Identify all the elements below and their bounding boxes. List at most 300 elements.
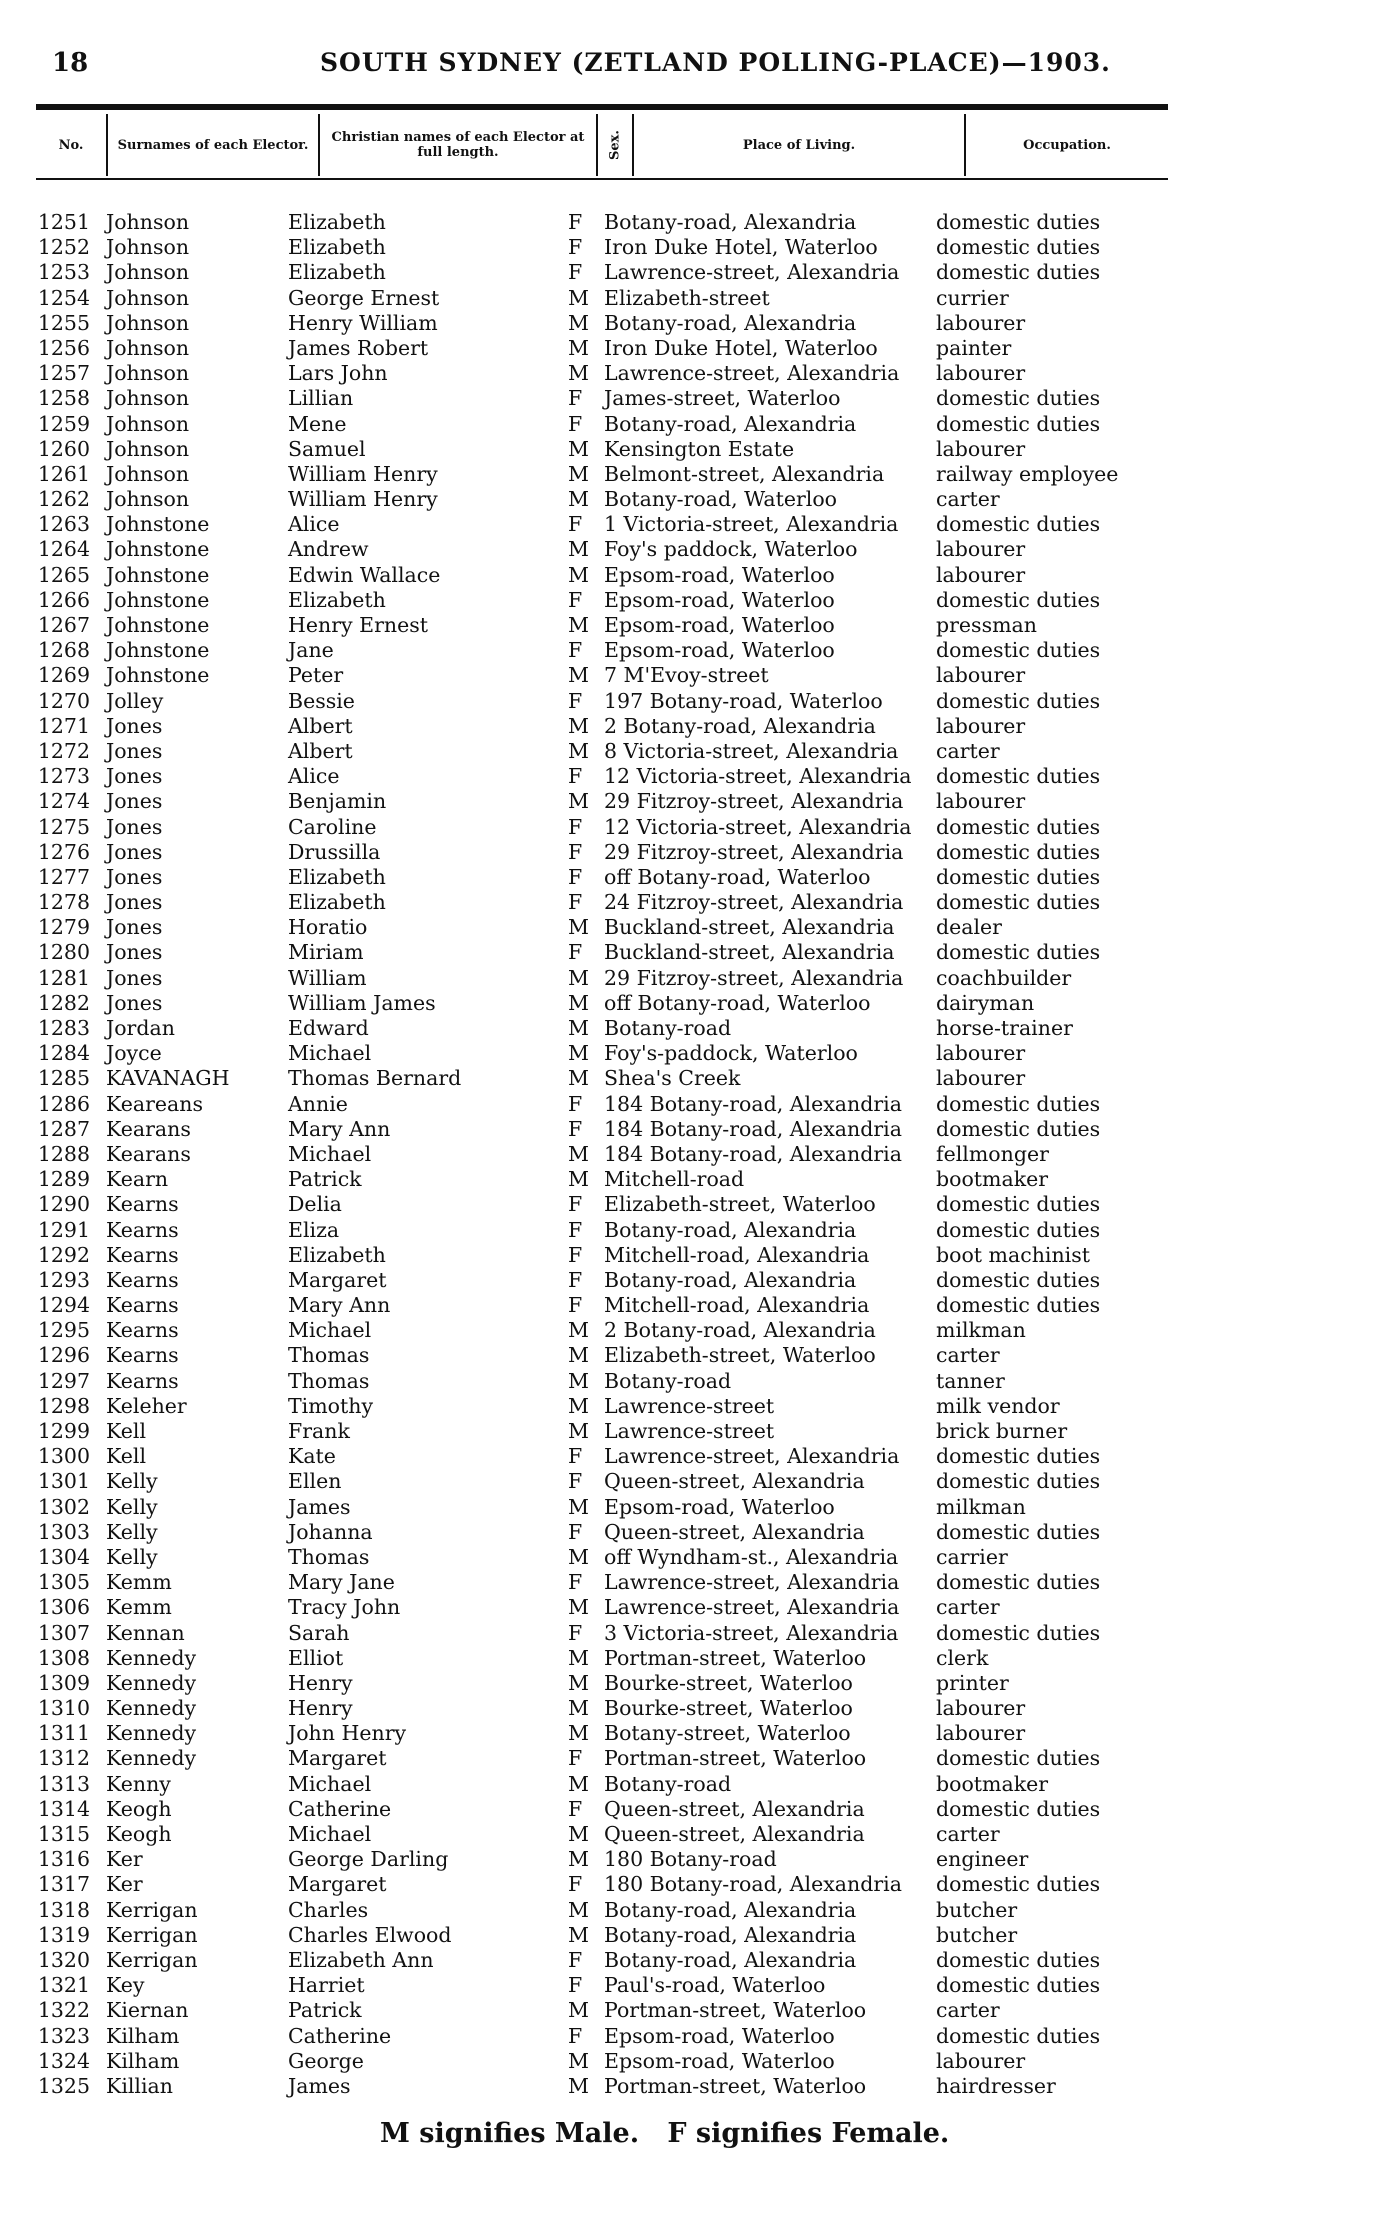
elector-place-of-living: Lawrence-street, Alexandria [604,260,900,285]
elector-occupation: boot machinist [936,1242,1090,1267]
elector-occupation: domestic duties [936,1116,1101,1141]
elector-number: 1320 [37,1947,90,1972]
elector-place-of-living: Queen-street, Alexandria [604,1469,865,1494]
elector-occupation: currier [936,285,1009,310]
elector-sex: F [568,1570,583,1595]
table-row [0,915,1382,940]
elector-place-of-living: Queen-street, Alexandria [604,1796,865,1821]
elector-christian-names: Bessie [288,688,355,713]
elector-surname: Kennedy [106,1645,197,1670]
elector-sex: F [568,210,583,234]
elector-sex: F [568,1242,583,1267]
table-row [0,210,1382,235]
elector-sex: M [568,461,589,486]
elector-number: 1296 [37,1343,90,1368]
elector-number: 1287 [37,1116,90,1141]
elector-sex: M [568,310,589,335]
elector-place-of-living: Foy's-paddock, Waterloo [604,1041,858,1066]
elector-christian-names: James [288,2073,351,2098]
elector-christian-names: Jane [288,638,334,663]
elector-surname: Jordan [106,1016,175,1040]
elector-place-of-living: Epsom-road, Waterloo [604,562,835,587]
elector-surname: Kerrigan [106,1922,198,1947]
elector-number: 1294 [37,1293,90,1318]
elector-christian-names: Lars John [288,361,388,386]
elector-place-of-living: Portman-street, Waterloo [604,1998,867,2023]
elector-number: 1302 [37,1494,90,1519]
table-row [0,764,1382,789]
elector-occupation: labourer [936,310,1026,335]
elector-christian-names: William James [288,990,436,1015]
elector-sex: M [568,1393,589,1418]
elector-place-of-living: Mitchell-road [604,1167,745,1192]
elector-christian-names: Edwin Wallace [288,562,441,587]
elector-occupation: domestic duties [936,1469,1101,1494]
elector-surname: Jones [106,915,163,940]
table-row [0,1696,1382,1721]
elector-sex: F [568,1973,583,1998]
elector-christian-names: Benjamin [288,789,387,814]
elector-surname: Kearns [106,1242,179,1267]
elector-occupation: domestic duties [936,1746,1101,1771]
table-row [0,311,1382,336]
elector-christian-names: Frank [288,1419,350,1443]
elector-sex: F [568,1444,583,1469]
header-rule-bottom [36,178,1168,180]
elector-number: 1290 [37,1192,90,1217]
elector-occupation: milkman [936,1494,1026,1519]
table-row [0,1545,1382,1570]
elector-surname: Johnson [106,335,190,360]
table-row [0,789,1382,814]
table-row [0,1469,1382,1494]
elector-list [0,210,1382,2099]
elector-occupation: labourer [936,2048,1026,2073]
elector-surname: Johnson [106,411,190,436]
elector-place-of-living: Paul's-road, Waterloo [604,1973,826,1998]
elector-number: 1275 [37,814,90,839]
elector-occupation: printer [936,1670,1009,1695]
elector-christian-names: Thomas [288,1368,370,1393]
elector-occupation: labourer [936,1721,1026,1746]
elector-surname: Kearn [106,1167,169,1192]
elector-occupation: domestic duties [936,512,1101,537]
elector-number: 1325 [37,2073,90,2098]
elector-place-of-living: off Wyndham-st., Alexandria [604,1544,899,1569]
elector-number: 1273 [37,764,90,789]
elector-number: 1318 [37,1897,90,1922]
header-rule-top [36,104,1168,110]
elector-surname: Kelly [106,1469,158,1494]
elector-christian-names: Johanna [288,1519,373,1544]
elector-surname: Kearns [106,1368,179,1393]
elector-place-of-living: Elizabeth-street [604,285,770,310]
elector-number: 1255 [37,310,90,335]
elector-place-of-living: Portman-street, Waterloo [604,2073,867,2098]
elector-christian-names: Michael [288,1041,372,1066]
elector-place-of-living: Buckland-street, Alexandria [604,915,895,940]
elector-place-of-living: Elizabeth-street, Waterloo [604,1192,876,1217]
elector-sex: M [568,713,589,738]
elector-occupation: labourer [936,361,1026,386]
table-row [0,940,1382,965]
elector-surname: Jones [106,839,163,864]
table-row [0,1369,1382,1394]
table-row [0,1142,1382,1167]
elector-number: 1266 [37,587,90,612]
table-row [0,1419,1382,1444]
elector-surname: Johnstone [106,663,210,688]
elector-occupation: tanner [936,1368,1005,1393]
elector-surname: Johnson [106,386,190,411]
elector-christian-names: Elizabeth [288,235,386,260]
elector-occupation: domestic duties [936,1293,1101,1318]
elector-surname: Key [106,1973,145,1998]
elector-sex: F [568,1192,583,1217]
elector-place-of-living: 184 Botany-road, Alexandria [604,1116,902,1141]
elector-sex: F [568,688,583,713]
elector-surname: Johnson [106,361,190,386]
elector-surname: Kemm [106,1570,172,1595]
elector-christian-names: Patrick [288,1998,362,2023]
elector-occupation: hairdresser [936,2073,1056,2098]
elector-surname: Joyce [106,1041,162,1066]
elector-sex: M [568,2048,589,2073]
table-row [0,1671,1382,1696]
table-row [0,487,1382,512]
elector-occupation: labourer [936,1696,1026,1721]
elector-occupation: carrier [936,1544,1008,1569]
table-row [0,412,1382,437]
elector-number: 1323 [37,2023,90,2048]
elector-occupation: domestic duties [936,940,1101,965]
elector-sex: M [568,487,589,512]
elector-surname: Jones [106,814,163,839]
elector-surname: Kennedy [106,1746,197,1771]
elector-sex: F [568,1872,583,1897]
elector-sex: M [568,361,589,386]
elector-place-of-living: Queen-street, Alexandria [604,1822,865,1846]
elector-number: 1256 [37,335,90,360]
table-row [0,1595,1382,1620]
elector-sex: F [568,1469,583,1494]
elector-occupation: carter [936,1998,1000,2023]
elector-surname: Jones [106,789,163,814]
elector-christian-names: Samuel [288,436,366,461]
elector-occupation: domestic duties [936,1519,1101,1544]
elector-surname: Johnson [106,310,190,335]
elector-occupation: domestic duties [936,587,1101,612]
elector-number: 1254 [37,285,90,310]
elector-surname: Johnson [106,235,190,260]
elector-sex: M [568,965,589,990]
table-row [0,1192,1382,1217]
elector-sex: F [568,1116,583,1141]
elector-number: 1295 [37,1318,90,1343]
table-row [0,361,1382,386]
table-row [0,1847,1382,1872]
elector-surname: Jones [106,890,163,915]
elector-number: 1260 [37,436,90,461]
elector-place-of-living: 7 M'Evoy-street [604,663,769,688]
table-row [0,1218,1382,1243]
elector-sex: M [568,915,589,940]
table-row [0,563,1382,588]
elector-occupation: clerk [936,1645,989,1670]
elector-occupation: domestic duties [936,1267,1101,1292]
elector-surname: Kennan [106,1620,185,1645]
elector-place-of-living: Lawrence-street, Alexandria [604,361,900,386]
elector-number: 1284 [37,1041,90,1066]
elector-place-of-living: 1 Victoria-street, Alexandria [604,512,899,537]
elector-place-of-living: Foy's paddock, Waterloo [604,537,858,562]
elector-sex: M [568,990,589,1015]
elector-christian-names: Mene [288,411,347,436]
elector-surname: Kerrigan [106,1897,198,1922]
elector-occupation: carter [936,1822,1000,1846]
elector-number: 1297 [37,1368,90,1393]
table-row [0,663,1382,688]
elector-place-of-living: Epsom-road, Waterloo [604,613,835,637]
elector-number: 1282 [37,990,90,1015]
elector-place-of-living: 2 Botany-road, Alexandria [604,713,876,738]
elector-christian-names: Henry Ernest [288,613,428,637]
elector-christian-names: John Henry [288,1721,407,1746]
elector-occupation: labourer [936,436,1026,461]
elector-occupation: domestic duties [936,1620,1101,1645]
table-row [0,1066,1382,1091]
elector-christian-names: Elliot [288,1645,344,1670]
elector-place-of-living: 184 Botany-road, Alexandria [604,1141,902,1166]
elector-number: 1285 [37,1066,90,1091]
elector-sex: M [568,1041,589,1066]
elector-christian-names: Drussilla [288,839,381,864]
table-row [0,512,1382,537]
elector-place-of-living: Botany-street, Waterloo [604,1721,851,1746]
elector-surname: Johnson [106,260,190,285]
elector-number: 1264 [37,537,90,562]
table-row [0,1268,1382,1293]
elector-number: 1324 [37,2048,90,2073]
elector-number: 1252 [37,235,90,260]
elector-surname: Johnson [106,487,190,512]
elector-sex: F [568,411,583,436]
table-header [36,114,1168,176]
table-row [0,1016,1382,1041]
table-row [0,1444,1382,1469]
table-row [0,2024,1382,2049]
elector-surname: Johnson [106,210,190,234]
elector-place-of-living: Iron Duke Hotel, Waterloo [604,235,878,260]
elector-number: 1267 [37,613,90,637]
elector-number: 1303 [37,1519,90,1544]
elector-christian-names: Caroline [288,814,377,839]
elector-surname: Kearans [106,1141,191,1166]
elector-christian-names: Annie [288,1091,348,1116]
elector-number: 1253 [37,260,90,285]
elector-sex: M [568,1670,589,1695]
elector-sex: M [568,285,589,310]
elector-place-of-living: Lawrence-street, Alexandria [604,1570,900,1595]
elector-place-of-living: Epsom-road, Waterloo [604,2048,835,2073]
elector-christian-names: William [288,965,367,990]
elector-surname: Kennedy [106,1696,197,1721]
elector-place-of-living: Botany-road, Alexandria [604,1897,857,1922]
elector-christian-names: Elizabeth [288,1242,386,1267]
table-row [0,1495,1382,1520]
table-row [0,1721,1382,1746]
elector-christian-names: Henry [288,1670,353,1695]
elector-surname: Johnstone [106,512,210,537]
elector-number: 1306 [37,1595,90,1620]
elector-number: 1315 [37,1822,90,1846]
elector-number: 1272 [37,738,90,763]
elector-sex: M [568,1343,589,1368]
elector-christian-names: William Henry [288,461,438,486]
elector-sex: M [568,1645,589,1670]
column-header-sex: Sex. [607,130,623,160]
elector-surname: Kearns [106,1217,179,1242]
elector-sex: M [568,1721,589,1746]
elector-surname: Kelly [106,1544,158,1569]
elector-occupation: carter [936,1595,1000,1620]
column-header-occupation: Occupation. [1023,137,1111,153]
elector-number: 1312 [37,1746,90,1771]
elector-occupation: domestic duties [936,1872,1101,1897]
elector-place-of-living: 8 Victoria-street, Alexandria [604,738,899,763]
elector-occupation: domestic duties [936,1796,1101,1821]
table-row [0,1041,1382,1066]
elector-occupation: labourer [936,713,1026,738]
elector-surname: Johnstone [106,562,210,587]
elector-number: 1258 [37,386,90,411]
elector-sex: M [568,1922,589,1947]
elector-christian-names: Margaret [288,1267,387,1292]
elector-place-of-living: Botany-road, Alexandria [604,310,857,335]
elector-sex: M [568,1771,589,1796]
elector-place-of-living: 180 Botany-road, Alexandria [604,1872,902,1897]
elector-christian-names: Mary Jane [288,1570,395,1595]
elector-occupation: labourer [936,562,1026,587]
table-row [0,815,1382,840]
elector-sex: M [568,335,589,360]
elector-surname: Killian [106,2073,173,2098]
elector-number: 1274 [37,789,90,814]
elector-place-of-living: Lawrence-street [604,1393,775,1418]
elector-occupation: labourer [936,663,1026,688]
elector-number: 1271 [37,713,90,738]
elector-surname: Kilham [106,2048,180,2073]
elector-sex: M [568,1822,589,1846]
elector-christian-names: Mary Ann [288,1293,391,1318]
elector-sex: F [568,260,583,285]
elector-place-of-living: off Botany-road, Waterloo [604,864,871,889]
elector-place-of-living: Shea's Creek [604,1066,741,1091]
elector-sex: F [568,512,583,537]
elector-sex: M [568,1016,589,1040]
elector-christian-names: Sarah [288,1620,350,1645]
elector-christian-names: Margaret [288,1872,387,1897]
elector-number: 1257 [37,361,90,386]
elector-occupation: milkman [936,1318,1026,1343]
elector-number: 1280 [37,940,90,965]
elector-surname: Kiernan [106,1998,189,2023]
table-row [0,336,1382,361]
table-row [0,1621,1382,1646]
elector-number: 1265 [37,562,90,587]
elector-place-of-living: Botany-road, Alexandria [604,1922,857,1947]
elector-occupation: carter [936,487,1000,512]
elector-occupation: labourer [936,1041,1026,1066]
elector-place-of-living: Botany-road [604,1368,732,1393]
elector-occupation: pressman [936,613,1037,637]
elector-place-of-living: Botany-road [604,1016,732,1040]
elector-surname: Keogh [106,1796,172,1821]
elector-christian-names: Andrew [288,537,369,562]
elector-place-of-living: Portman-street, Waterloo [604,1746,867,1771]
elector-number: 1300 [37,1444,90,1469]
elector-christian-names: Ellen [288,1469,342,1494]
elector-occupation: domestic duties [936,764,1101,789]
elector-place-of-living: Lawrence-street, Alexandria [604,1595,900,1620]
elector-number: 1305 [37,1570,90,1595]
elector-place-of-living: Botany-road, Alexandria [604,411,857,436]
elector-christian-names: Alice [288,764,340,789]
table-row [0,890,1382,915]
elector-sex: F [568,638,583,663]
elector-number: 1298 [37,1393,90,1418]
elector-sex: M [568,1167,589,1192]
table-row [0,235,1382,260]
elector-occupation: labourer [936,789,1026,814]
elector-sex: M [568,436,589,461]
elector-place-of-living: Iron Duke Hotel, Waterloo [604,335,878,360]
elector-sex: M [568,613,589,637]
table-row [0,1746,1382,1771]
table-row [0,966,1382,991]
elector-surname: Kell [106,1419,147,1443]
elector-place-of-living: 3 Victoria-street, Alexandria [604,1620,899,1645]
elector-occupation: brick burner [936,1419,1068,1443]
elector-surname: Kennedy [106,1670,197,1695]
elector-number: 1319 [37,1922,90,1947]
elector-number: 1308 [37,1645,90,1670]
elector-surname: Johnson [106,461,190,486]
table-row [0,1343,1382,1368]
elector-occupation: bootmaker [936,1167,1049,1192]
elector-sex: F [568,839,583,864]
elector-number: 1310 [37,1696,90,1721]
elector-sex: F [568,1519,583,1544]
elector-sex: F [568,587,583,612]
elector-place-of-living: Lawrence-street [604,1419,775,1443]
column-header-no: No. [58,137,84,153]
table-row [0,613,1382,638]
elector-place-of-living: Botany-road [604,1771,732,1796]
elector-christian-names: Michael [288,1141,372,1166]
elector-surname: Kearans [106,1116,191,1141]
elector-occupation: domestic duties [936,1947,1101,1972]
elector-christian-names: Tracy John [288,1595,401,1620]
elector-surname: Ker [106,1847,143,1872]
table-row [0,537,1382,562]
elector-number: 1299 [37,1419,90,1443]
elector-christian-names: Charles Elwood [288,1922,452,1947]
elector-place-of-living: Buckland-street, Alexandria [604,940,895,965]
elector-occupation: domestic duties [936,411,1101,436]
elector-christian-names: Thomas Bernard [288,1066,462,1091]
elector-number: 1307 [37,1620,90,1645]
